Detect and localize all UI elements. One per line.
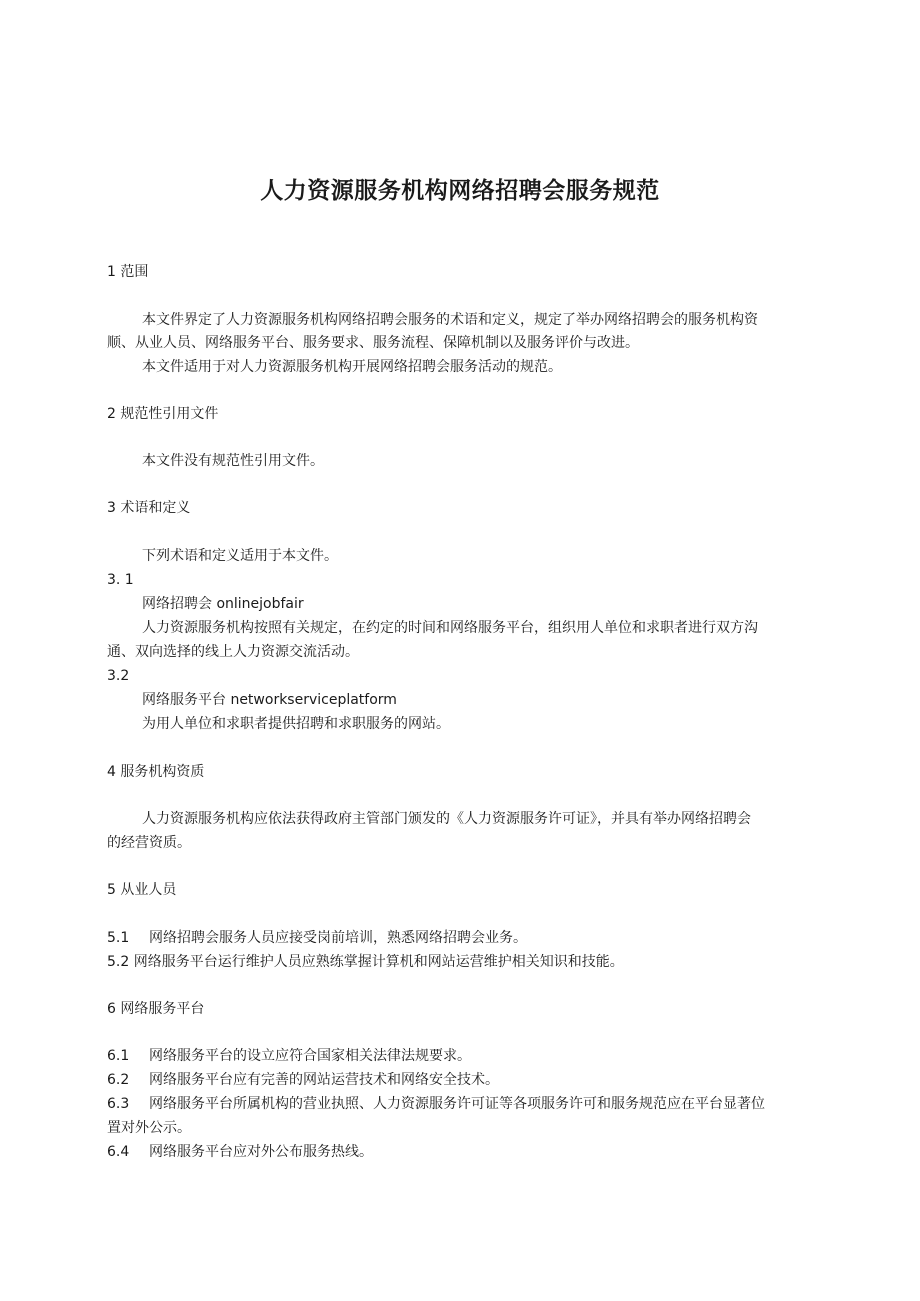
clause-6-3-number: 6.3: [107, 1096, 130, 1112]
clause-6-1-text: 网络服务平台的设立应符合国家相关法律法规要求。: [149, 1048, 471, 1064]
section-4-para-1-line-1: 人力资源服务机构应依法获得政府主管部门颁发的《人力资源服务许可证》，并具有举办网络招聘会: [142, 811, 751, 827]
term-2-number: 3.2: [107, 668, 130, 684]
clause-5-1-text: 网络招聘会服务人员应接受岗前培训，熟悉网络招聘会业务。: [149, 930, 527, 946]
document-title: 人力资源服务机构网络招聘会服务规范: [260, 178, 660, 204]
clause-6-3-text-line-2: 置对外公示。: [107, 1120, 191, 1136]
clause-6-1: [107, 1045, 471, 1067]
clause-6-3-text-line-1: 网络服务平台所属机构的营业执照、人力资源服务许可证等各项服务许可和服务规范应在平台显著位: [149, 1096, 765, 1112]
term-2-name: 网络服务平台 networkserviceplatform: [142, 692, 397, 708]
section-1-heading: 1 范围: [107, 264, 149, 280]
clause-6-3: [107, 1093, 765, 1115]
term-1-name: 网络招聘会 onlinejobfair: [142, 596, 304, 612]
section-2-heading: 2 规范性引用文件: [107, 406, 219, 422]
section-3-heading: 3 术语和定义: [107, 500, 191, 516]
section-1-para-1-line-1: 本文件界定了人力资源服务机构网络招聘会服务的术语和定义，规定了举办网络招聘会的服务机构资: [142, 312, 758, 328]
section-6-heading: 6 网络服务平台: [107, 1001, 205, 1017]
section-3-para-1: 下列术语和定义适用于本文件。: [142, 548, 338, 564]
clause-5-2: 5.2 网络服务平台运行维护人员应熟练掌握计算机和网站运营维护相关知识和技能。: [107, 954, 624, 970]
section-5-heading: 5 从业人员: [107, 882, 177, 898]
term-1-number: 3. 1: [107, 572, 134, 588]
term-1-definition-line-1: 人力资源服务机构按照有关规定，在约定的时间和网络服务平台，组织用人单位和求职者进行双方沟: [142, 620, 758, 636]
clause-6-4: [107, 1141, 373, 1163]
section-1-para-2: 本文件适用于对人力资源服务机构开展网络招聘会服务活动的规范。: [142, 359, 562, 375]
section-2-para-1: 本文件没有规范性引用文件。: [142, 453, 324, 469]
clause-6-4-text: 网络服务平台应对外公布服务热线。: [149, 1144, 373, 1160]
clause-6-4-number: 6.4: [107, 1144, 130, 1160]
clause-5-1-number: 5.1: [107, 930, 130, 946]
clause-6-2-text: 网络服务平台应有完善的网站运营技术和网络安全技术。: [149, 1072, 499, 1088]
term-1-definition-line-2: 通、双向选择的线上人力资源交流活动。: [107, 644, 359, 660]
term-2-definition: 为用人单位和求职者提供招聘和求职服务的网站。: [142, 716, 450, 732]
clause-5-1: [107, 927, 527, 949]
section-4-heading: 4 服务机构资质: [107, 764, 205, 780]
clause-6-2: [107, 1069, 499, 1091]
section-1-para-1-line-2: 顺、从业人员、网络服务平台、服务要求、服务流程、保障机制以及服务评价与改进。: [107, 335, 639, 351]
section-4-para-1-line-2: 的经营资质。: [107, 835, 191, 851]
clause-6-1-number: 6.1: [107, 1048, 130, 1064]
clause-6-2-number: 6.2: [107, 1072, 130, 1088]
